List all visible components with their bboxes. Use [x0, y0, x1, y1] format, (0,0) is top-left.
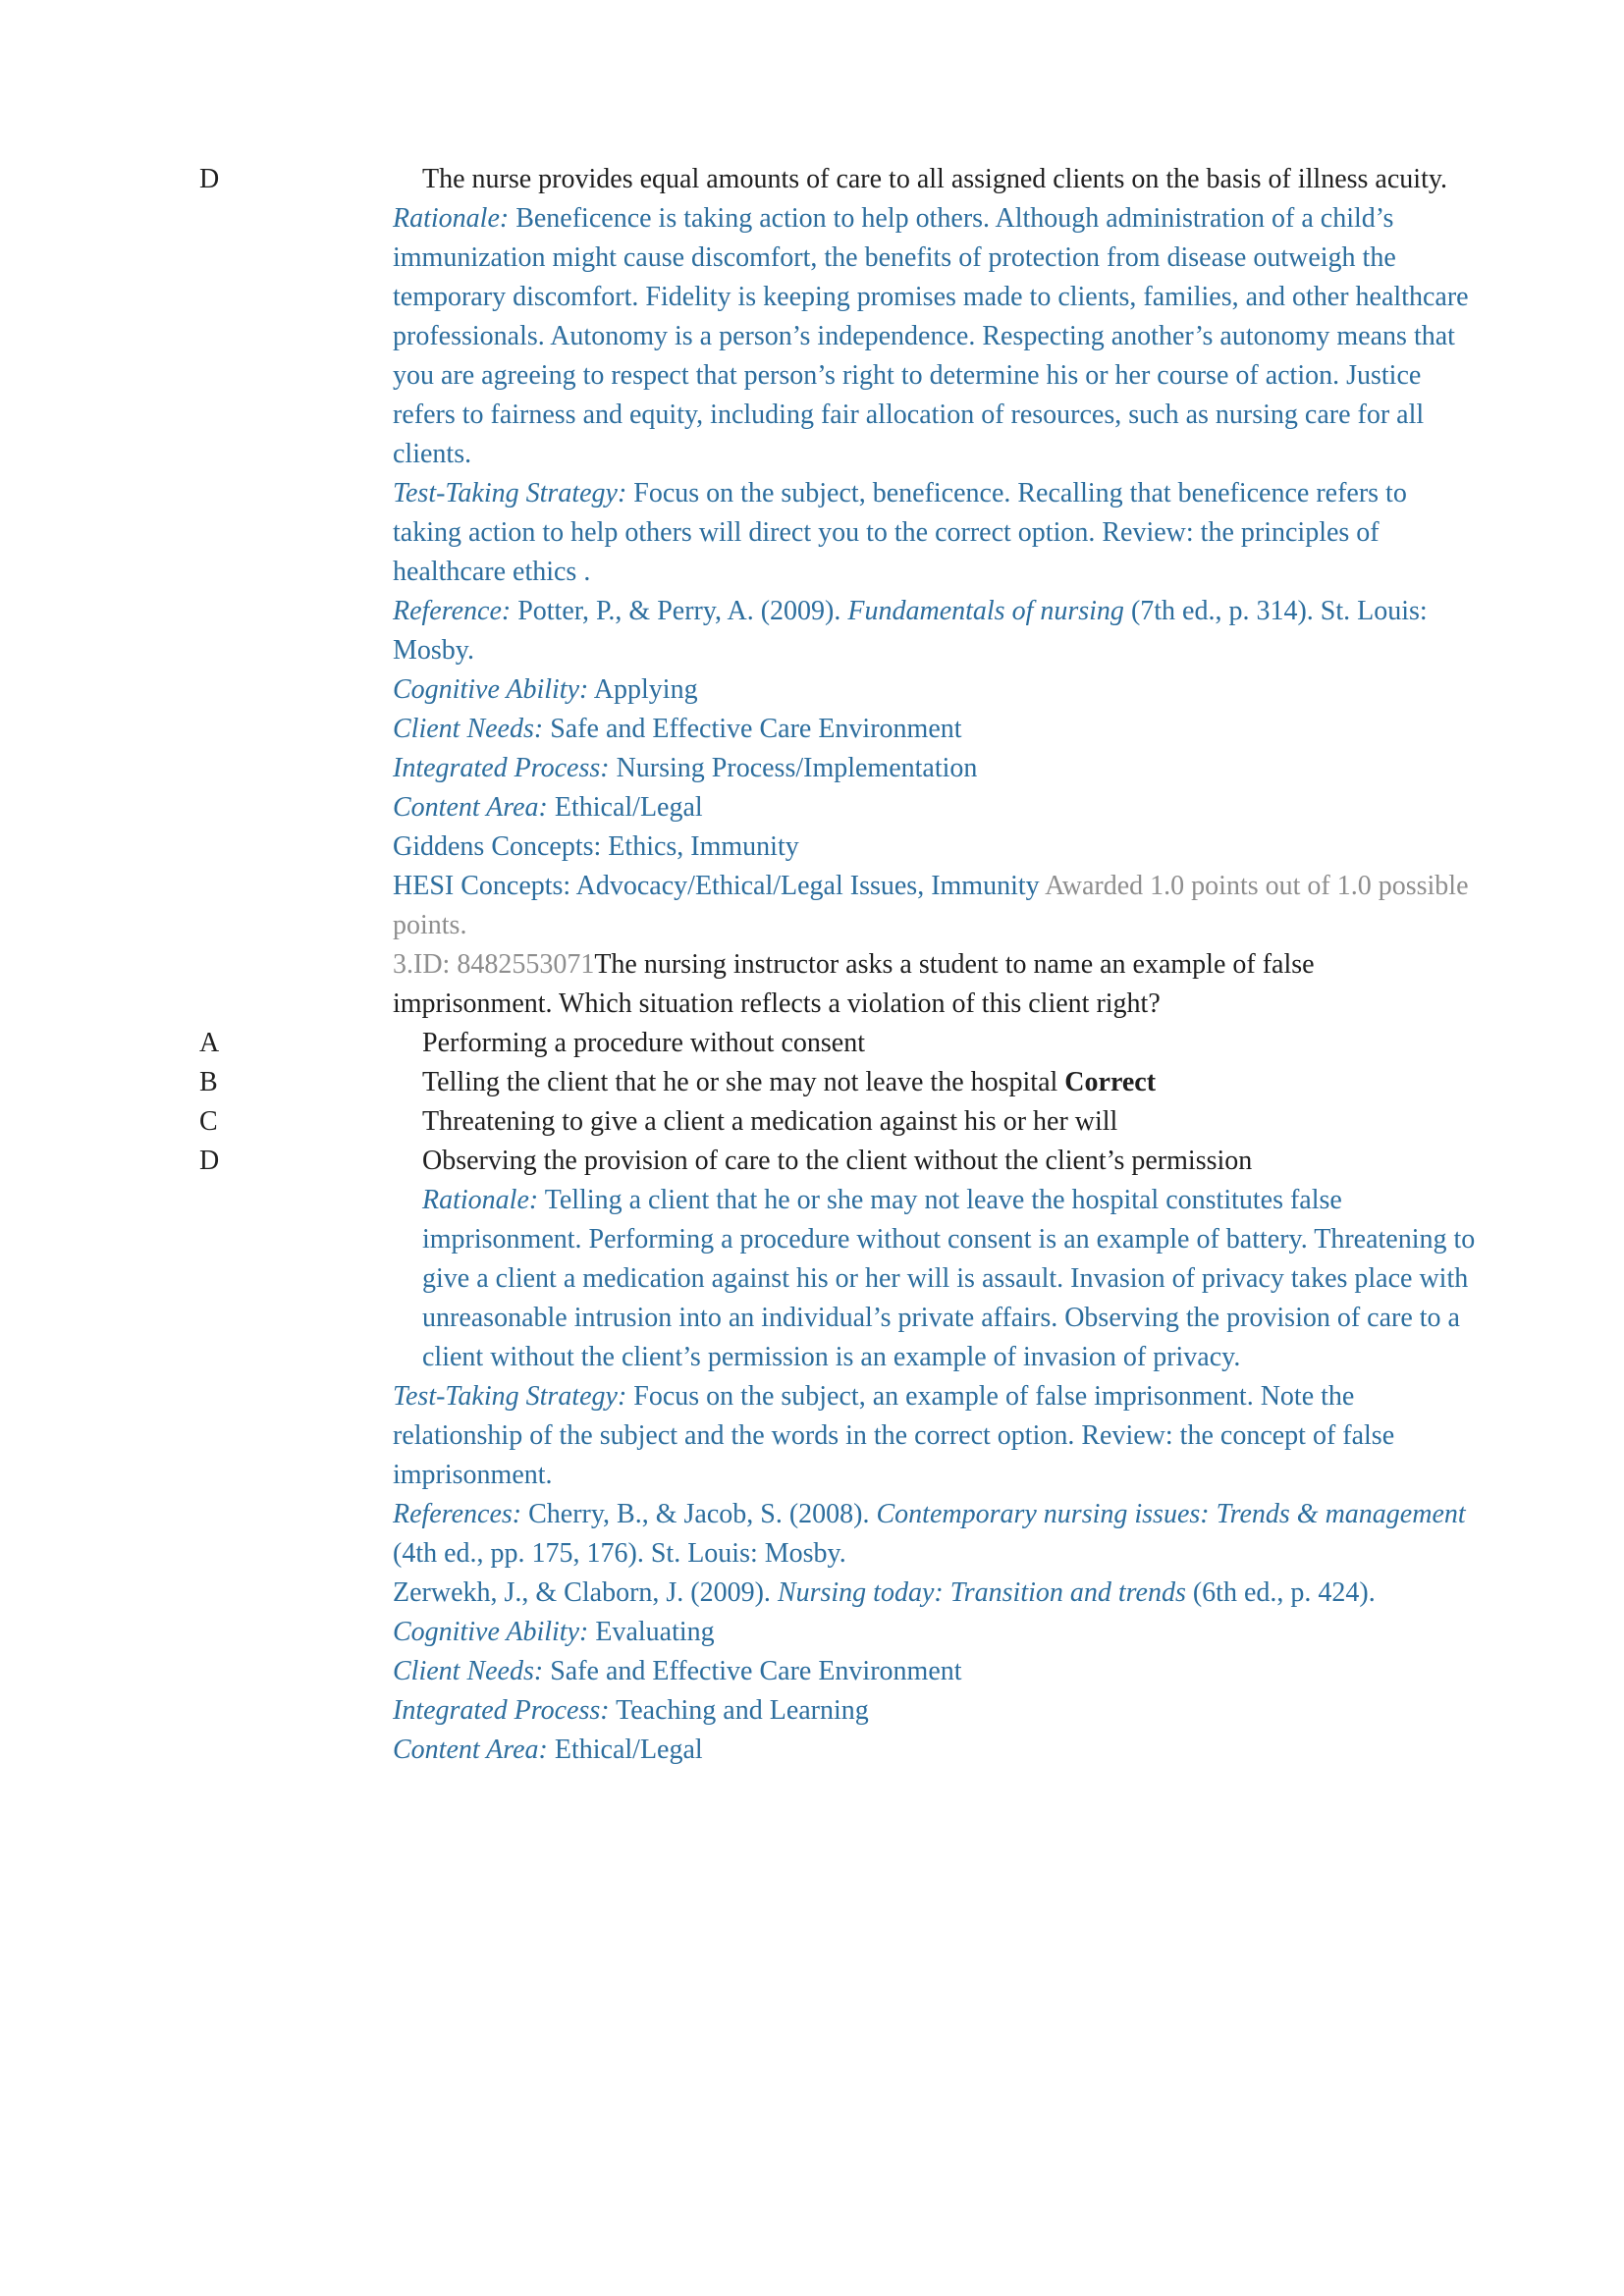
text-segment: Telling a client that he or she may not leave the hospital constitutes false imprisonment. Performing a procedure without consent is an example of battery. Threatening to give a client a medication against his or her will is assault. Invasion of privacy takes place with unreasonable intrusion into an individual’s private affairs. Observing the provision of care to a client without the client’s permission is an example of invasion of privacy.: [422, 1185, 1476, 1372]
question-2-cognitive-ability: [393, 670, 1481, 710]
question-2-integrated-process: [393, 749, 1481, 788]
option-letter: C: [199, 1106, 218, 1137]
question-2-test-taking-strategy: [393, 474, 1481, 592]
text-segment: Evaluating: [588, 1617, 715, 1647]
option-letter: D: [199, 1146, 220, 1176]
question-2-option-d: [199, 160, 1481, 199]
question-3-cognitive-ability: [393, 1613, 1481, 1652]
text-segment: Integrated Process:: [393, 1695, 610, 1726]
question-3-option-a: [199, 1024, 1481, 1063]
text-segment: Awarded 1.0 points out of 1.0 possible points.: [393, 871, 1469, 940]
text-segment: (7th ed., p. 314). St. Louis: Mosby.: [393, 596, 1428, 666]
question-3-references: [393, 1495, 1481, 1574]
text-segment: References:: [393, 1499, 522, 1529]
question-3-integrated-process: [393, 1691, 1481, 1731]
text-segment: (6th ed., p. 424).: [1185, 1577, 1376, 1608]
text-segment: Performing a procedure without consent: [422, 1028, 865, 1058]
question-3-reference-2: [393, 1574, 1481, 1613]
question-3-stem: [393, 945, 1481, 1024]
option-letter: B: [199, 1067, 218, 1097]
text-segment: 3.ID: 8482553071: [393, 949, 595, 980]
text-segment: Fundamentals of nursing: [847, 596, 1124, 626]
text-segment: Nursing today: Transition and trends: [777, 1577, 1186, 1608]
text-segment: Observing the provision of care to the client without the client’s permission: [422, 1146, 1253, 1176]
question-2-giddens-concepts: [393, 828, 1481, 867]
text-segment: Ethical/Legal: [547, 792, 703, 823]
text-segment: Reference:: [393, 596, 512, 626]
text-segment: (4th ed., pp. 175, 176). St. Louis: Mosby.: [393, 1538, 846, 1569]
text-segment: Applying: [588, 674, 698, 705]
text-segment: Beneficence is taking action to help others. Although administration of a child’s immunization might cause discomfort, the benefits of protection from disease outweigh the temporary discomfort. Fidelity is keeping promises made to clients, families, and other healthcare professionals. Autonomy is a person’s independence. Respecting another’s autonomy means that you are agreeing to respect that person’s right to determine his or her course of action. Justice refers to fairness and equity, including fair allocation of resources, such as nursing care for all clients.: [393, 203, 1469, 469]
text-segment: Ethical/Legal: [547, 1735, 703, 1765]
text-segment: Cherry, B., & Jacob, S. (2008).: [521, 1499, 877, 1529]
document-body: [199, 160, 1481, 1770]
text-segment: Rationale:: [393, 203, 510, 234]
question-2-reference: [393, 592, 1481, 670]
text-segment: Safe and Effective Care Environment: [543, 1656, 962, 1686]
text-segment: Client Needs:: [393, 714, 544, 744]
question-3-test-taking-strategy: [393, 1377, 1481, 1495]
question-3-option-c: [199, 1102, 1481, 1142]
text-segment: Content Area:: [393, 1735, 548, 1765]
text-segment: Focus on the subject, an example of false imprisonment. Note the relationship of the subject and the words in the correct option. Review: the concept of false imprisonment.: [393, 1381, 1395, 1490]
text-segment: The nurse provides equal amounts of care to all assigned clients on the basis of illness acuity.: [422, 164, 1448, 194]
question-3-client-needs: [393, 1652, 1481, 1691]
text-segment: Integrated Process:: [393, 753, 610, 783]
text-segment: Focus on the subject, beneficence. Recalling that beneficence refers to taking action to help others will direct you to the correct option. Review: the principles of healthcare ethics .: [393, 478, 1407, 587]
question-2-hesi-concepts-and-score: [393, 867, 1481, 945]
text-segment: Zerwekh, J., & Claborn, J. (2009).: [393, 1577, 778, 1608]
text-segment: Nursing Process/Implementation: [609, 753, 978, 783]
text-segment: Cognitive Ability:: [393, 1617, 589, 1647]
question-2-content-area: [393, 788, 1481, 828]
question-2-rationale: [393, 199, 1481, 474]
text-segment: Test-Taking Strategy:: [393, 478, 627, 508]
text-segment: Potter, P., & Perry, A. (2009).: [511, 596, 848, 626]
text-segment: Client Needs:: [393, 1656, 544, 1686]
text-segment: HESI Concepts: Advocacy/Ethical/Legal Issues, Immunity: [393, 871, 1046, 901]
text-segment: The nursing instructor asks a student to name an example of false imprisonment. Which situation reflects a violation of this client right?: [393, 949, 1315, 1019]
text-segment: Contemporary nursing issues: Trends & management: [876, 1499, 1466, 1529]
text-segment: Giddens Concepts: Ethics, Immunity: [393, 831, 799, 862]
option-letter: A: [199, 1028, 220, 1058]
question-3-rationale: [422, 1181, 1481, 1377]
text-segment: Content Area:: [393, 792, 548, 823]
question-3-content-area: [393, 1731, 1481, 1770]
question-3-option-d: [199, 1142, 1481, 1181]
text-segment: Threatening to give a client a medication against his or her will: [422, 1106, 1118, 1137]
option-letter: D: [199, 164, 220, 194]
text-segment: Test-Taking Strategy:: [393, 1381, 627, 1412]
text-segment: Correct: [1064, 1067, 1157, 1097]
question-2-client-needs: [393, 710, 1481, 749]
question-3-option-b: [199, 1063, 1481, 1102]
text-segment: Telling the client that he or she may not leave the hospital: [422, 1067, 1065, 1097]
text-segment: Rationale:: [422, 1185, 539, 1215]
text-segment: Teaching and Learning: [609, 1695, 869, 1726]
text-segment: Safe and Effective Care Environment: [543, 714, 962, 744]
text-segment: Cognitive Ability:: [393, 674, 589, 705]
